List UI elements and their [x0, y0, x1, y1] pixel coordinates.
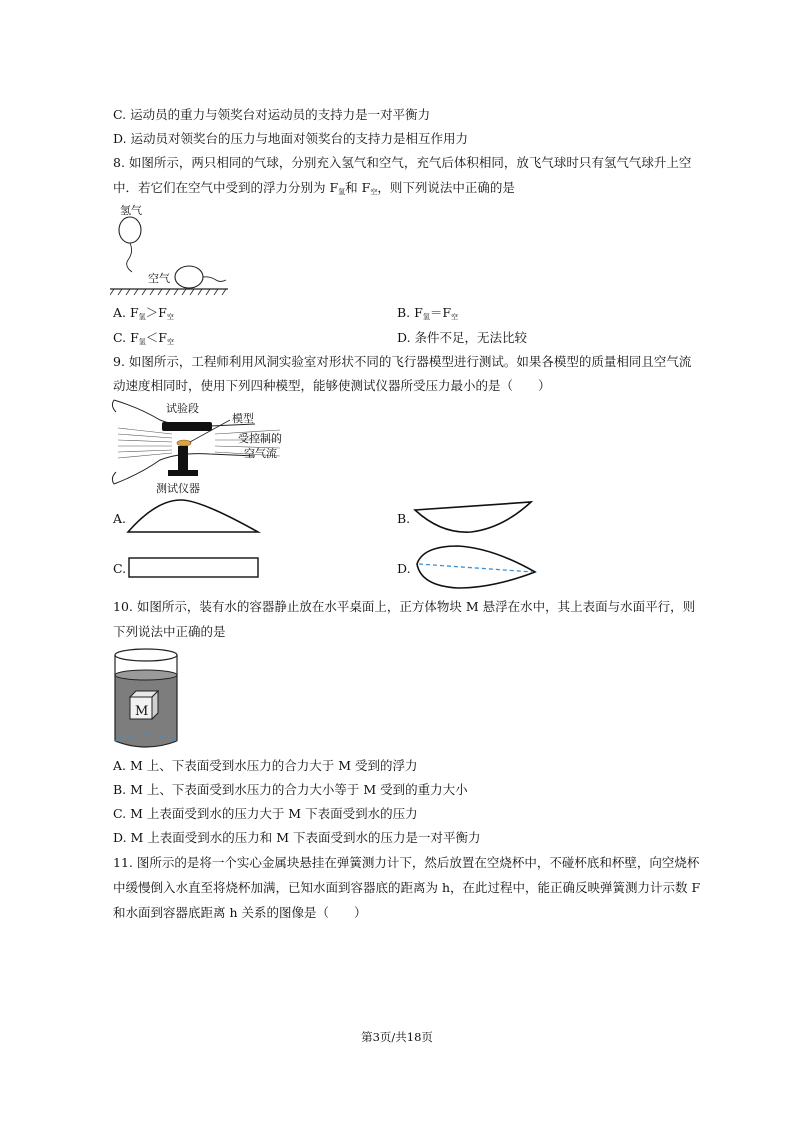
chord-dashed-line [419, 564, 533, 572]
hydrogen-balloon-icon [119, 217, 141, 243]
page-footer: 第3页/共18页 [361, 1030, 433, 1044]
air-label: 空气 [148, 272, 170, 285]
q8-stem-text-c: ，则下列说法中正确的是 [377, 180, 515, 195]
cube-m-label: M [135, 704, 149, 719]
q8-option-a-text1: A. F [113, 305, 139, 320]
subscript-air: 空 [166, 338, 174, 346]
q8-stem-text-a: 中．若它们在空气中受到的浮力分别为 F [113, 180, 339, 195]
q8-option-b-text1: B. F [397, 305, 423, 320]
q9-option-a: A. [113, 511, 127, 526]
hydrogen-label: 氢气 [120, 204, 142, 217]
model-label: 模型 [232, 412, 254, 425]
test-section-bar [162, 422, 212, 431]
q10-option-d: D. M 上表面受到水的压力和 M 下表面受到水的压力是一对平衡力 [113, 830, 481, 845]
q8-stem-text-b: 和 F [345, 180, 371, 195]
q8-option-c [113, 330, 174, 350]
q7-option-d: D. 运动员对领奖台的压力与地面对领奖台的支持力是相互作用力 [113, 131, 469, 146]
q10-option-c: C. M 上表面受到水的压力大于 M 下表面受到水的压力 [113, 806, 418, 821]
q8-option-a [113, 305, 174, 325]
subscript-air: 空 [451, 313, 458, 321]
instrument-base [168, 470, 198, 476]
water-container-figure [110, 645, 182, 751]
q8-option-b-text2: ＝F [429, 305, 451, 320]
q8-stem-line1: 8. 如图所示，两只相同的气球，分别充入氢气和空气，充气后体积相同，放飞气球时只有氢气气球升上空 [113, 155, 692, 170]
ground-hatch [110, 289, 226, 295]
q10-option-a: A. M 上、下表面受到水压力的合力大于 M 受到的浮力 [113, 758, 418, 773]
test-section-label: 试验段 [166, 402, 199, 415]
q8-option-c-text2: ＜F [145, 330, 167, 345]
q11-stem-line1: 11. 图所示的是将一个实心金属块悬挂在弹簧测力计下，然后放置在空烧杯中，不碰杯底和杯壁，向空烧杯 [113, 855, 700, 870]
q8-option-b [397, 305, 458, 325]
balloon-figure [110, 200, 235, 298]
q9-stem-line2: 动速度相同时，使用下列四种模型，能够使测试仪器所受压力最小的是（ ） [113, 378, 551, 393]
air-balloon-string [203, 277, 226, 282]
subscript-hydrogen: 氢 [138, 313, 146, 321]
q9-stem-line1: 9. 如图所示，工程师利用风洞实验室对形状不同的飞行器模型进行测试。如果各模型的质量相同且空气流 [113, 354, 692, 369]
q10-option-b: B. M 上、下表面受到水压力的合力大小等于 M 受到的重力大小 [113, 782, 468, 797]
container-rim [115, 649, 177, 661]
model-icon [177, 440, 191, 446]
q9-option-c: C. [113, 561, 127, 576]
q8-option-c-text1: C. F [113, 330, 139, 345]
subscript-air: 空 [370, 188, 378, 196]
airflow-label-2: 空气流 [244, 447, 277, 460]
subscript-air: 空 [166, 313, 174, 321]
q10-stem-line1: 10. 如图所示，装有水的容器静止放在水平桌面上，正方体物块 M 悬浮在水中，其上表面与水面平行，则 [113, 599, 696, 614]
shape-b-inverted-airfoil-icon [413, 498, 533, 538]
q8-option-a-text2: ＞F [145, 305, 167, 320]
shape-c-rectangle-icon [127, 556, 261, 580]
subscript-hydrogen: 氢 [422, 313, 430, 321]
q11-stem-line2: 中缓慢倒入水直至将烧杯加满，已知水面到容器底的距离为 h，在此过程中，能正确反映弹簧测力计示数 F [113, 880, 701, 895]
water-surface [115, 670, 177, 680]
q9-option-b: B. [397, 511, 411, 526]
instrument-label: 测试仪器 [156, 482, 200, 495]
q8-stem-line2 [113, 180, 515, 200]
q11-stem-line3: 和水面到容器底距离 h 关系的图像是（ ） [113, 905, 367, 920]
wind-tunnel-figure [110, 398, 300, 496]
shape-a-airfoil-icon [126, 496, 261, 536]
q9-option-d: D. [397, 561, 411, 576]
q10-stem-line2: 下列说法中正确的是 [113, 624, 226, 639]
airflow-label-1: 受控制的 [238, 432, 282, 445]
q8-option-d: D. 条件不足，无法比较 [397, 330, 528, 345]
hydrogen-balloon-string [127, 243, 132, 272]
subscript-hydrogen: 氢 [138, 338, 146, 346]
instrument-post [178, 446, 188, 470]
q7-option-c: C. 运动员的重力与领奖台对运动员的支持力是一对平衡力 [113, 107, 431, 122]
air-balloon-icon [175, 266, 203, 288]
shape-d-symmetric-airfoil-icon [413, 542, 539, 592]
subscript-hydrogen: 氢 [338, 188, 346, 196]
